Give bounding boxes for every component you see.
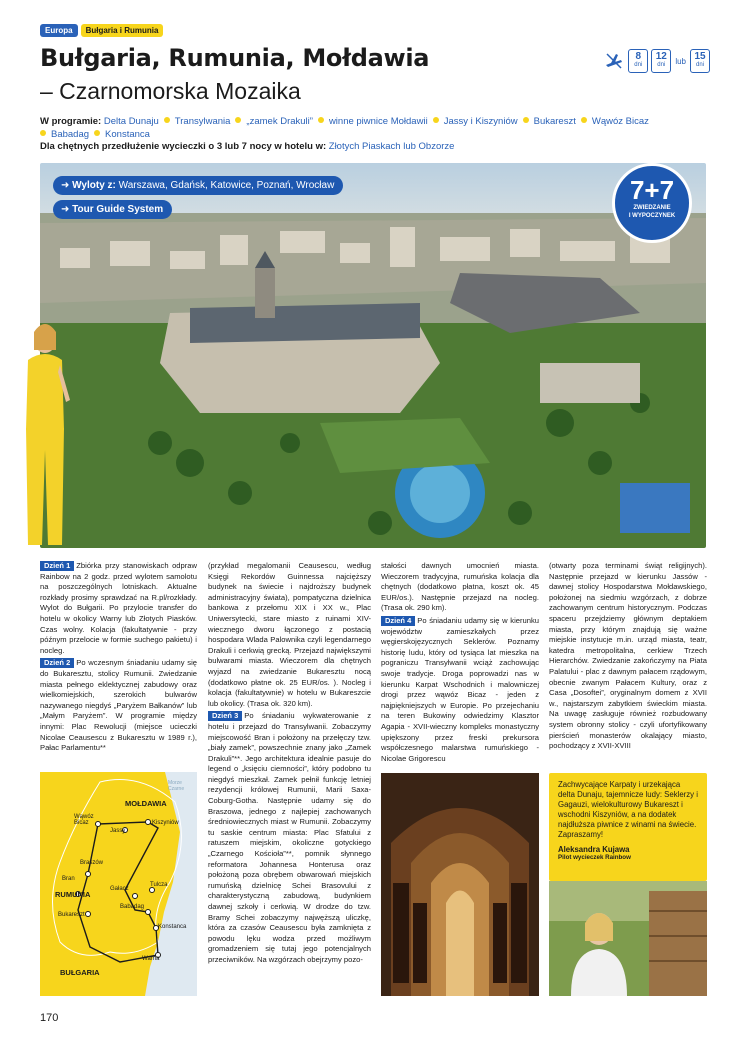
map-city-label: Babadag — [120, 904, 145, 910]
col4-paragraph: (otwarty poza terminami świąt religijnych). Następnie przejazd w kierunku Jassów - dawnej stolicy Hospodarstwa Mołdawskiego, położonej na siedmiu wzgórzach, z dobrze zachowanym centrum historycznym. Podczas spaceru przejdziemy głównym deptakiem miasta, przy którym znajdują się ważne miejskie instytucje m.in. urząd miasta, teatr, katedra metropolitalna, cerkiew Trzech Hierarchów. Zwiedzanie zakończymy na Piata Palatului - plac z dawnym pałacem rządowym, obecnie zwanym Pałacem Kultury, oraz z Casa „Dosoftei”, oryginalnym domem z XVII w., najstarszym zabytkiem świeckim miasta. Na uwagę zasługuje również rozbudowany system obronny stolicy - czyli ufortyfikowany pierścień monasterów okalający miasto, pochodzący z XVII-XVIII — [549, 561, 707, 751]
day-text: Po śniadaniu wykwaterowanie z hotelu i przejazd do Transylwanii. Zobaczymy miejscowość Bran i położony na przełęczy tzw. „biały zamek”, powszechnie znany jako „Zamek Drakuli”**. Jego architektura idealnie pasuje do legend o „księciu ciemności”, który podobno tu niegdyś mieszkał. Zamek pełnił funkcję letniej rezydencji królowej Rumunii, Marii Saxa-Coburg-Gotha. Następnie udamy się do Braszowa, jednego z najlepiej zachowanych średniowiecznych miast w Rumunii. Zobaczymy tu saskie centrum miasta: Plac Sfatului z ratuszem miejskim, okoliczne gotyckiego „Czarnego Kościoła”**, pomnik słynnego reformatora Johannesa Honterusa oraz położoną poza obrębem obwarowań miejskich rumuńską dzielnicę Schei Brasovului z charakterystyczną zabudową, budynkiem dawnej szkoły i cerkwią. W drodze do tzw. Bramy Schei zobaczymy najwęższą uliczkę, która za czasów Ceausescu była zamknięta z powodu lęku wodza przed możliwym gromadzeniem się tutaj jego potencjalnych przeciwników. Na wzgórzach obejrzymy pozo- — [208, 711, 371, 964]
duration-15-days[interactable]: 15 dni — [690, 49, 710, 73]
bullet-dot-icon — [433, 117, 439, 123]
itinerary-column-4 — [549, 561, 707, 752]
day-text: Zbiórka przy stanowiskach odpraw Rainbow na 2 godz. przed wylotem samolotu na poszczególnych lotniskach. Aktualne rozkłady prosimy sprawdzać na R.pl/rozkłady. Wylot do Bułgarii. Po przylocie transfer do hotelu w okolicy Warny lub Złotych Piasków. Czas wolny. Kolacja (fakultatywnie - przy późnym przelocie w formie suchego pakietu) i nocleg. — [40, 561, 197, 655]
program-list — [40, 115, 720, 141]
day-label: Dzień 4 — [381, 616, 415, 626]
map-city-label: Braszów — [80, 860, 104, 866]
duration-12-days[interactable]: 12 dni — [651, 49, 671, 73]
extension-places: Złotych Piaskach lub Obzorze — [328, 141, 455, 152]
guide-quote — [549, 773, 707, 881]
bullet-dot-icon — [318, 117, 324, 123]
map-city-label: Bran — [62, 876, 75, 882]
program-label: W programie: — [40, 116, 102, 127]
program-item: winne piwnice Mołdawii — [328, 116, 428, 127]
sightseeing-rest-badge — [612, 163, 692, 243]
duration-options — [603, 49, 710, 73]
quote-author-role: Pilot wycieczek Rainbow — [558, 854, 631, 861]
map-city-label: Wąwóz Bicaz — [74, 814, 94, 826]
pilot-photo — [549, 881, 707, 996]
map-city-label: Konstanca — [158, 924, 187, 930]
program-item: Bukareszt — [533, 116, 576, 127]
tag-country[interactable]: Bułgaria i Rumunia — [81, 24, 164, 37]
bullet-dot-icon — [581, 117, 587, 123]
program-item: Babadag — [51, 129, 90, 140]
page-title: Bułgaria, Rumunia, Mołdawia — [40, 44, 430, 72]
program-item: Konstanca — [105, 129, 150, 140]
departure-cities-pill: ➜ Wyloty z: Warszawa, Gdańsk, Katowice, Poznań, Wrocław — [53, 176, 343, 195]
program-item: Jassy i Kiszyniów — [443, 116, 518, 127]
quote-text: Zachwycające Karpaty i urzekająca delta Dunaju, tajemnicze ludy: Seklerzy i Gagauzi, wielokulturowy Bukareszt i wschodni Kiszyniów, a na dodatek najdłuższa piwnice z winami na świecie. Zapraszamy! — [558, 780, 698, 839]
hero-photo — [40, 163, 706, 548]
map-city-label: Tulcza — [150, 882, 168, 888]
route-map — [40, 772, 197, 996]
itinerary-column-3 — [381, 561, 539, 764]
map-country-label: MOŁDAWIA — [125, 799, 167, 808]
day-label: Dzień 3 — [208, 711, 242, 721]
day-label: Dzień 1 — [40, 561, 74, 571]
day-text: Po śniadaniu udamy się w kierunku województw zamieszkałych przez węgierskojęzycznych Seklerów. Poznamy historię ludu, który od tysiąca lat mieszka na pograniczu Transylwanii wciąż zachowując swoje tradycje. Droga poprowadzi nas w kierunku Karpat Wschodnich i malowniczej drogi przez wąwóz Bicaz - jeden z najpiękniejszych w Europie. Po przejechaniu na teren Bukowiny odwiedzimy Klasztor Agapia - XVII-wieczny kompleks monastyczny upiększony przez freski prekursora współczesnego malarstwa rumuńskiego - Nicolae Grigorescu — [381, 615, 539, 763]
map-city-label: Bukareszt — [58, 912, 85, 918]
duration-8-days[interactable]: 8 dni — [628, 49, 648, 73]
quote-author: Aleksandra Kujawa — [558, 845, 630, 854]
map-city-label: Jassy — [110, 828, 126, 834]
col2-paragraph: (przykład megalomanii Ceausescu, według Księgi Rekordów Guinnessa najcięższy budynek na świecie i najdroższy budynek administracyjny świata), pompatyczna dzielnica bankowa z przełomu XIX i XX w., Plac Uniwersytecki, stare miasto z ruinami XIV-wiecznego dworu łączonego z postacią hospodara Wlada Palownika czyli legendarnego Drakuli i cerkwią grecką. Przejazd największymi bulwarami miasta. Wieczorem dla chętnych wyjazd na zwiedzanie Bukaresztu nocą (dodatkowo płatne ok. 25 EUR/os. ). Nocleg i kolacja (fakultatywnie) w hotelu w Bukareszcie lub okolicy. (Trasa ok. 320 km). — [208, 561, 371, 708]
map-country-label: RUMUNIA — [55, 890, 91, 899]
program-item: Transylwania — [174, 116, 231, 127]
map-city-label: Kiszyniów — [152, 820, 179, 826]
col3-paragraph: stałości dawnych umocnień miasta. Wieczorem tradycyjna, rumuńska kolacja dla chętnych (dodatkowo płatna, koszt ok. 45 EUR/os.). Następnie przejazd na nocleg. (Trasa ok. 290 km). — [381, 561, 539, 613]
duration-or: lub — [675, 56, 686, 66]
tour-guide-pill: ➜ Tour Guide System — [53, 200, 172, 219]
bullet-dot-icon — [40, 130, 46, 136]
map-city-label: Warna — [142, 956, 160, 962]
program-item: „zamek Drakuli” — [246, 116, 313, 127]
map-country-label: BUŁGARIA — [60, 968, 100, 977]
bullet-dot-icon — [94, 130, 100, 136]
wine-cellar-photo — [381, 773, 539, 996]
day-text: Po wczesnym śniadaniu udamy się do Bukaresztu, stolicy Rumunii. Zwiedzanie miasta pełnego eklektycznej zabudowy oraz wielkomiejskich, szerokich bulwarów nazywanego niegdyś „Paryżem Bałkanów” lub „Małym Paryżem”. W programie między innymi: Plac Rewolucji (miejsce ucieczki Nicolae Ceausescu z Bukaresztu w 1989 r.), Pałac Parlamentu** — [40, 658, 197, 753]
bullet-dot-icon — [164, 117, 170, 123]
map-water-label: Morze Czarne — [168, 780, 185, 792]
tour-guide-figure — [20, 310, 70, 550]
program-item: Wąwóz Bicaz — [591, 116, 649, 127]
extension-label: Dla chętnych przedłużenie wycieczki o 3 lub 7 nocy w hotelu w: — [40, 141, 327, 152]
day-label: Dzień 2 — [40, 658, 74, 668]
program-item: Delta Dunaju — [103, 116, 159, 127]
page-subtitle: – Czarnomorska Mozaika — [40, 78, 301, 104]
departure-label: Wyloty z: — [72, 180, 116, 191]
tour-guide-label: Tour Guide System — [72, 204, 164, 215]
itinerary-column-2 — [208, 561, 371, 966]
badge-number: 7+7 — [629, 175, 675, 205]
bullet-dot-icon — [523, 117, 529, 123]
flight-icon — [603, 49, 625, 73]
map-city-label: Gałacz — [110, 886, 129, 892]
badge-line1: ZWIEDZANIE — [633, 205, 671, 211]
page-number: 170 — [40, 1012, 59, 1024]
tag-region[interactable]: Europa — [40, 24, 78, 37]
bullet-dot-icon — [235, 117, 241, 123]
extension-info — [40, 141, 454, 152]
departure-cities: Warszawa, Gdańsk, Katowice, Poznań, Wrocław — [118, 180, 335, 191]
breadcrumb-tags — [40, 24, 163, 37]
city-aerial-illustration — [40, 163, 706, 548]
itinerary-column-1 — [40, 561, 197, 754]
badge-line2: I WYPOCZYNEK — [628, 213, 676, 219]
